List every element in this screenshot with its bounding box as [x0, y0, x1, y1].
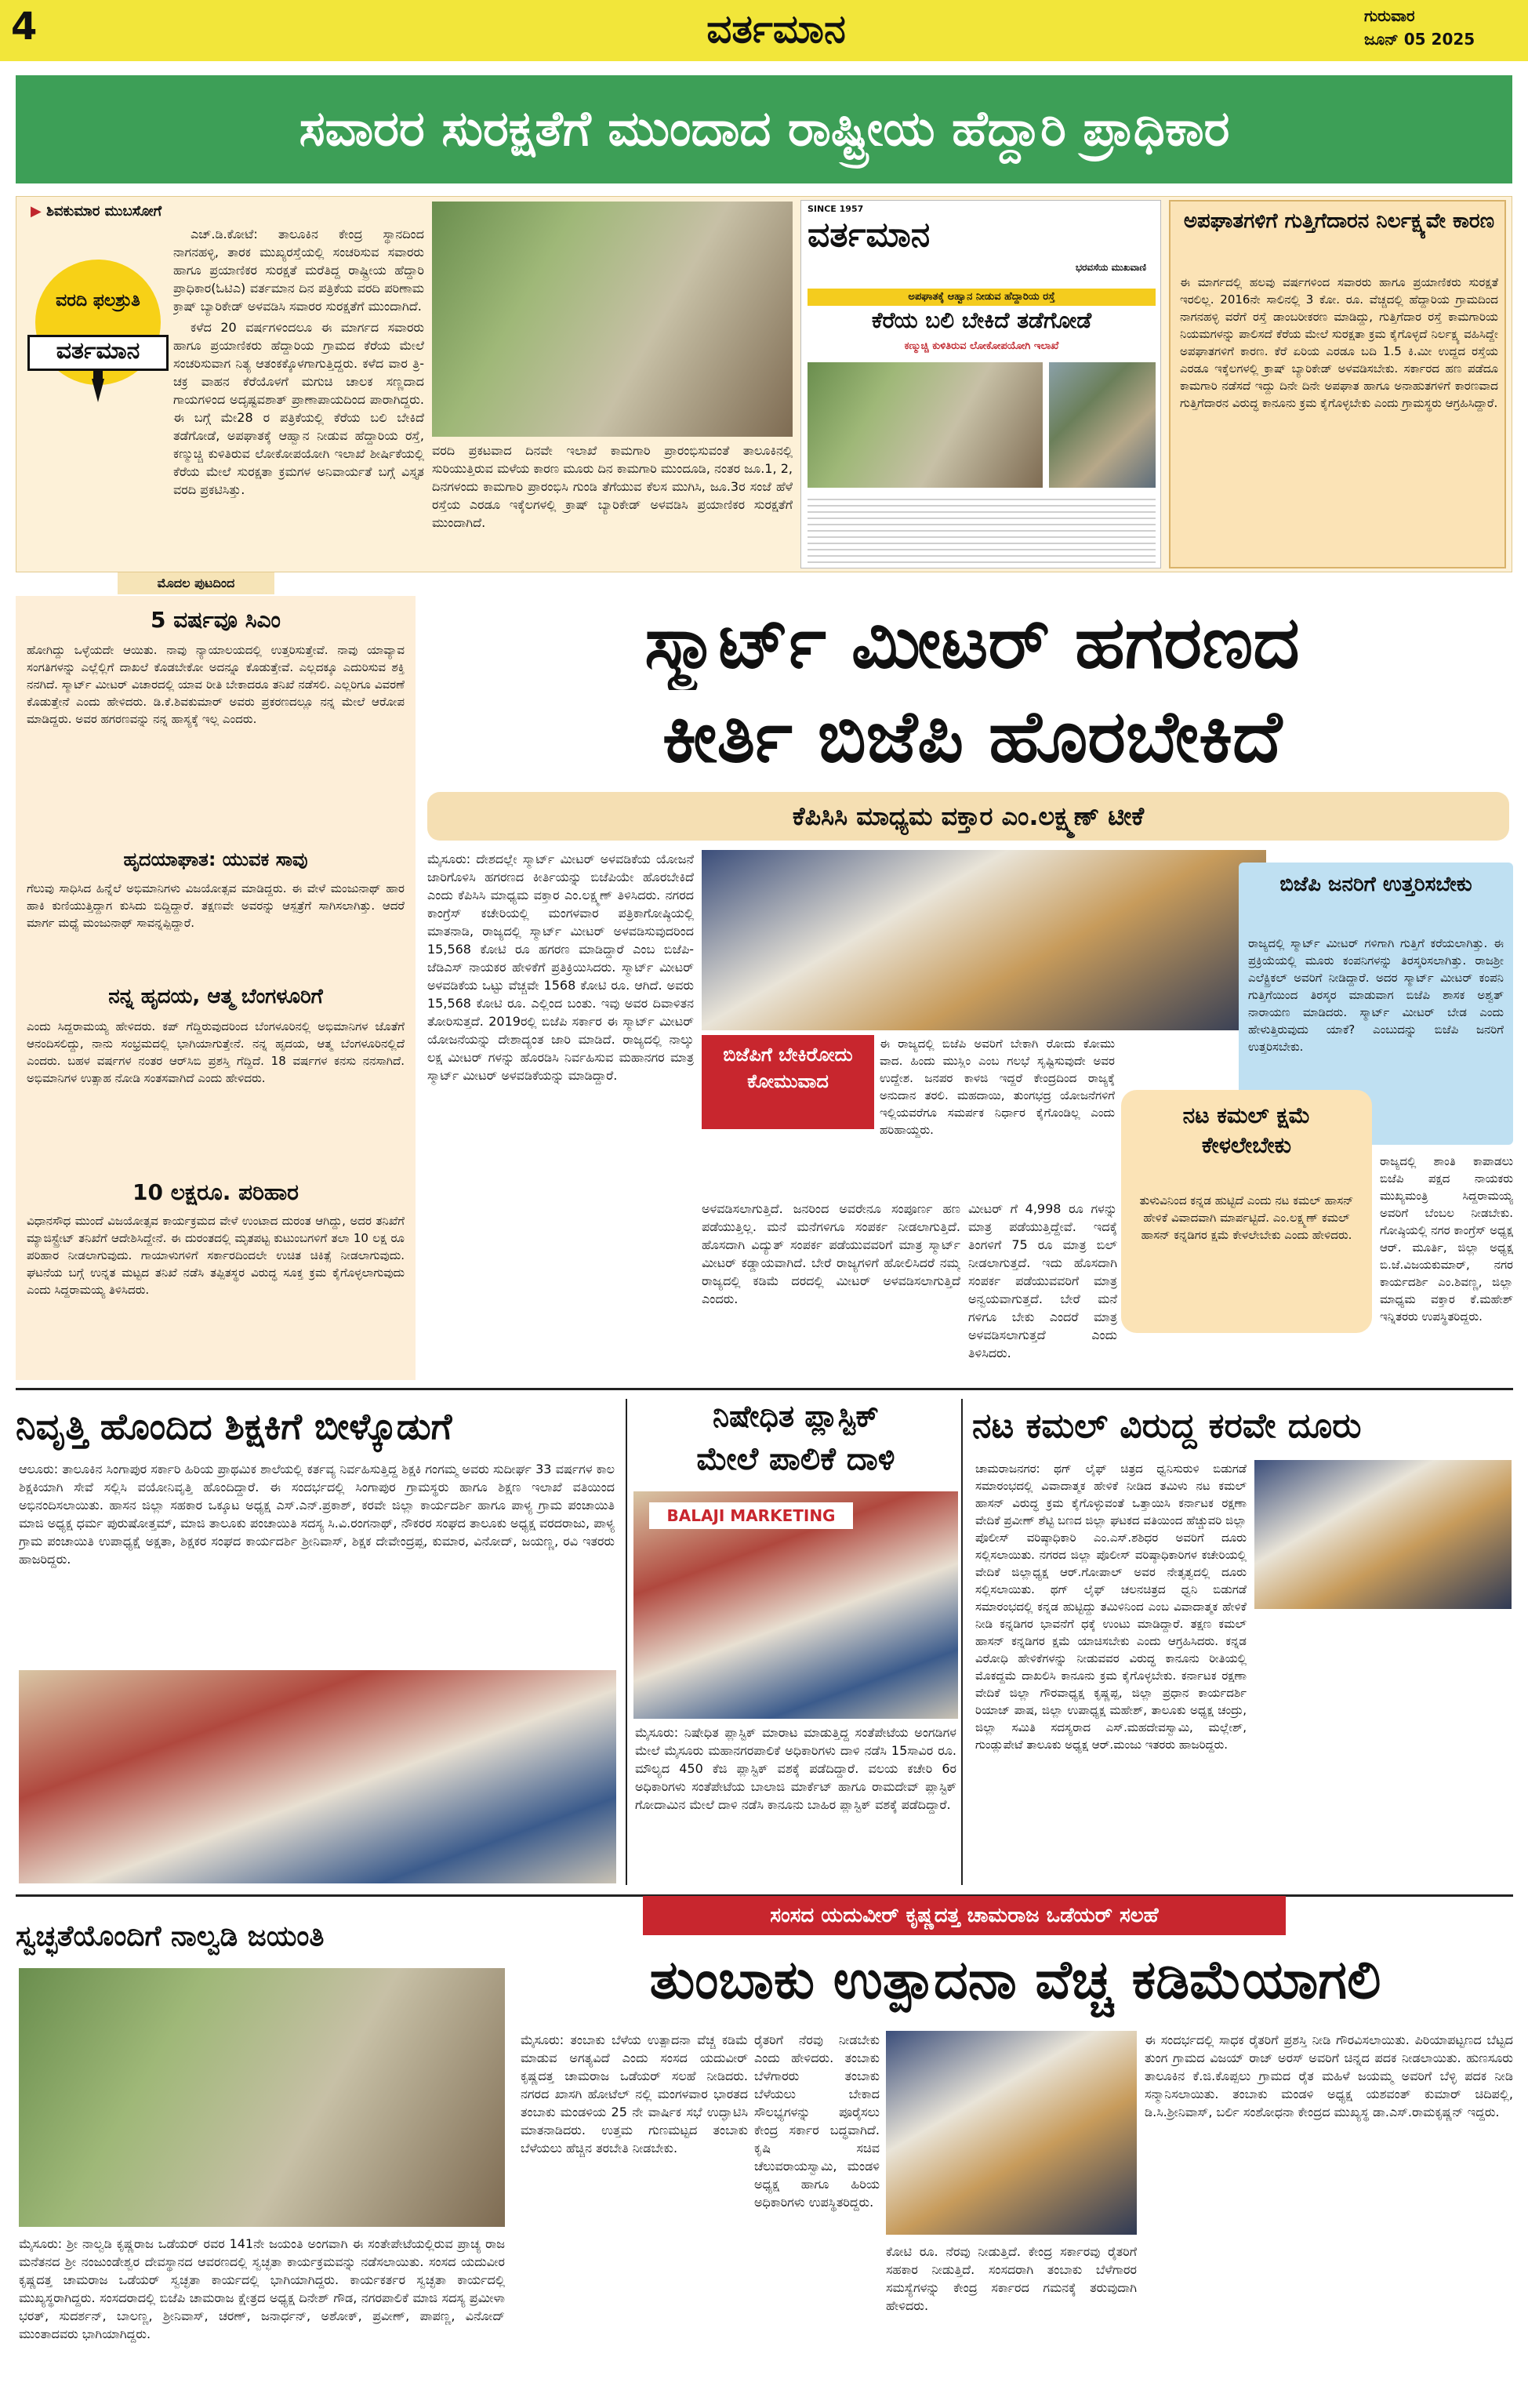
- smart-meter-body-right: ಮೀಟರ್ ಗೆ 4,998 ರೂ ಗಳನ್ನು ಮಾತ್ರ ಪಡೆಯುತ್ತಿದ್ದೇವೆ. ಇದಕ್ಕೆ ತಿಂಗಳಿಗೆ 75 ರೂ ಮಾತ್ರ ಬಿಲ್ ನೀಡಲಾಗುತ್ತದೆ. ಇದು ಹೊಸದಾಗಿ ಸಂಪರ್ಕ ಪಡೆಯುವವರಿಗೆ ಮಾತ್ರ ಅನ್ವಯವಾಗುತ್ತದೆ. ಬೇರೆ ಮನೆ ಗಳಿಗೂ ಬೇಕು ಎಂದರೆ ಮಾತ್ರ ಅಳವಡಿಸಲಾಗುತ್ತದೆ ಎಂದು ತಿಳಿಸಿದರು.: [968, 1201, 1117, 1360]
- clip-text-lines: [808, 494, 1156, 565]
- clip-headline: ಕೆರೆಯ ಬಲಿ ಬೇಕಿದೆ ತಡೆಗೋಡೆ: [871, 307, 1092, 333]
- smart-meter-right-col: ರಾಜ್ಯದಲ್ಲಿ ಶಾಂತಿ ಕಾಪಾಡಲು ಬಿಜೆಪಿ ಪಕ್ಷದ ನಾಯಕರು ಮುಖ್ಯಮಂತ್ರಿ ಸಿದ್ದರಾಮಯ್ಯ ಅವರಿಗೆ ಬೆಂಬಲ ನೀಡಬೇಕು. ಗೋಷ್ಠಿಯಲ್ಲಿ ನಗರ ಕಾಂಗ್ರೆಸ್ ಅಧ್ಯಕ್ಷ ಆರ್. ಮೂರ್ತಿ, ಜಿಲ್ಲಾ ಅಧ್ಯಕ್ಷ ಬಿ.ಜೆ.ವಿಜಯಕುಮಾರ್, ನಗರ ಕಾರ್ಯದರ್ಶಿ ಎಂ.ಶಿವಣ್ಣ, ಜಿಲ್ಲಾ ಮಾಧ್ಯಮ ವಕ್ತಾರ ಕೆ.ಮಹೇಶ್ ಇನ್ನಿತರರು ಉಪಸ್ಥಿತರಿದ್ದರು.: [1380, 1154, 1513, 1324]
- continued-h1: 5 ವರ್ಷವೂ ಸಿಎಂ: [151, 607, 281, 633]
- tobacco-body-a: ಮೈಸೂರು: ತಂಬಾಕು ಬೆಳೆಯ ಉತ್ಪಾದನಾ ವೆಚ್ಚ ಕಡಿಮೆ ಮಾಡುವ ಅಗತ್ಯವಿದೆ ಎಂದು ಸಂಸದ ಯದುವೀರ್ ಕೃಷ್ಣದತ್ತ ಚಾಮರಾಜ ಒಡೆಯರ್ ಸಲಹೆ ನೀಡಿದರು. ನಗರದ ಖಾಸಗಿ ಹೋಟೆಲ್ ನಲ್ಲಿ ಮಂಗಳವಾರ ಭಾರತದ ತಂಬಾಕು ಮಂಡಳಿಯ 25 ನೇ ವಾರ್ಷಿಕ ಸಭೆ ಉದ್ಘಾಟಿಸಿ ಮಾತನಾಡಿದರು. ಉತ್ತಮ ಗುಣಮಟ್ಟದ ತಂಬಾಕು ಬೆಳೆಯಲು ಹೆಚ್ಚಿನ ತರಬೇತಿ ನೀಡಬೇಕು.: [521, 2032, 748, 2156]
- clip-photo-portrait: [1049, 362, 1156, 488]
- byline-text: ಶಿವಕುಮಾರ ಮುಬಸೋಗೆ: [46, 203, 162, 220]
- pen-icon: [90, 371, 106, 402]
- press-meet-photo: [702, 850, 1266, 1030]
- clip-since: SINCE 1957: [808, 204, 864, 214]
- nata-box-text: ತುಳುವಿನಿಂದ ಕನ್ನಡ ಹುಟ್ಟಿದೆ ಎಂದು ನಟ ಕಮಲ್ ಹಾಸನ್ ಹೇಳಿಕೆ ವಿವಾದವಾಗಿ ಮಾರ್ಪಟ್ಟಿದೆ. ಎಂ.ಲಕ್ಷ್ಮಣ್ ಕಮಲ್ ಹಾಸನ್ ಕನ್ನಡಿಗರ ಕ್ಷಮೆ ಕೇಳಲೇಬೇಕು ಎಂದು ಹೇಳಿದರು.: [1139, 1193, 1354, 1242]
- masthead-date: ಜೂನ್ 05 2025: [1364, 30, 1475, 49]
- teacher-photo: [19, 1670, 616, 1883]
- tobacco-headline: ತುಂಬಾಕು ಉತ್ಪಾದನಾ ವೆಚ್ಚ ಕಡಿಮೆಯಾಗಲಿ: [649, 1949, 1381, 2011]
- shop-sign: BALAJI MARKETING: [649, 1502, 853, 1529]
- continued-p2: ಗೆಲುವು ಸಾಧಿಸಿದ ಹಿನ್ನೆಲೆ ಅಭಿಮಾನಿಗಳು ವಿಜಯೋತ್ಸವ ಮಾಡಿದ್ದರು. ಈ ವೇಳೆ ಮಂಜುನಾಥ್ ಹಾರ ಹಾಕಿ ಕುಣಿಯುತ್ತಿದ್ದಾಗ ಕುಸಿದು ಬಿದ್ದಿದ್ದಾರೆ. ತಕ್ಷಣವೇ ಅವರನ್ನು ಆಸ್ಪತ್ರೆಗೆ ಸಾಗಿಸಲಾಗಿತ್ತು. ಆದರೆ ಮಾರ್ಗ ಮಧ್ಯೆ ಮಂಜುನಾಥ್ ಸಾವನ್ನಪ್ಪಿದ್ದಾರೆ.: [27, 881, 405, 930]
- impact-logo: [27, 260, 169, 416]
- smart-meter-headline-2: ಕೀರ್ತಿ ಬಿಜೆಪಿ ಹೊರಬೇಕಿದೆ: [662, 695, 1283, 779]
- masthead-bar: [0, 0, 1528, 61]
- impact-middle-text: ವರದಿ ಪ್ರಕಟವಾದ ದಿನವೇ ಇಲಾಖೆ ಕಾಮಗಾರಿ ಪ್ರಾರಂಭಿಸುವಂತೆ ತಾಲೂಕಿನಲ್ಲಿ ಸುರಿಯುತ್ತಿರುವ ಮಳೆಯ ಕಾರಣ ಮೂರು ದಿನ ಕಾಮಗಾರಿ ಮುಂದೂಡಿ, ನಂತರ ಜೂ.1, 2, ದಿನಗಳಂದು ಕಾಮಗಾರಿ ಪ್ರಾರಂಭಿಸಿ ಗುಂಡಿ ತೆಗೆಯುವ ಕೆಲಸ ಮುಗಿಸಿ, ಜೂ.3ರ ಸಂಜೆ ಹೆಳೆ ರಸ್ತೆಯ ಎರಡೂ ಇಕ್ಕೆಲಗಳಲ್ಲಿ ಕ್ರಾಷ್ ಬ್ಯಾರಿಕೇಡ್ ಅಳವಡಿಸಿ ಪ್ರಯಾಣಿಕರ ಸುರಕ್ಷತೆಗೆ ಮುಂದಾಗಿದೆ.: [432, 443, 793, 530]
- plastic-photo: [633, 1491, 958, 1719]
- impact-story: [16, 196, 1512, 572]
- tobacco-photo: [886, 2031, 1137, 2235]
- continued-h4: 10 ಲಕ್ಷರೂ. ಪರಿಹಾರ: [132, 1179, 299, 1205]
- tobacco-kicker: ಸಂಸದ ಯದುವೀರ್ ಕೃಷ್ಣದತ್ತ ಚಾಮರಾಜ ಒಡೆಯರ್ ಸಲಹೆ: [643, 1896, 1286, 1935]
- impact-body: [173, 225, 424, 567]
- kamal-photo: [1254, 1460, 1512, 1609]
- side-box: [1169, 200, 1506, 568]
- continued-column: [16, 596, 416, 1380]
- masthead-day: ಗುರುವಾರ: [1364, 6, 1415, 25]
- previous-clipping: [800, 200, 1161, 568]
- plastic-headline-1: ನಿಷೇಧಿತ ಪ್ಲಾಸ್ಟಿಕ್: [713, 1399, 879, 1433]
- continued-h3: ನನ್ನ ಹೃದಯ, ಆತ್ಮ ಬೆಂಗಳೂರಿಗೆ: [108, 985, 323, 1008]
- logo-top-text: ವರದಿ ಫಲಶ್ರುತಿ: [56, 291, 140, 311]
- page-number: 4: [11, 5, 38, 49]
- blue-box-text: ರಾಜ್ಯದಲ್ಲಿ ಸ್ಮಾರ್ಟ್ ಮೀಟರ್ ಗಳಿಗಾಗಿ ಗುತ್ತಿಗೆ ಕರೆಯಲಾಗಿತ್ತು. ಈ ಪ್ರಕ್ರಿಯೆಯಲ್ಲಿ ಮೂರು ಕಂಪನಿಗಳನ್ನು ತಿರಸ್ಕರಿಸಲಾಗಿತ್ತು. ರಾಜಶ್ರೀ ಎಲೆಕ್ಟ್ರಿಕಲ್ ಅವರಿಗೆ ನೀಡಿದ್ದಾರೆ. ಅದರ ಸ್ಮಾರ್ಟ್ ಮೀಟರ್ ಕಂಪನಿ ಗುತ್ತಿಗೆಯಿಂದ ತಿರಸ್ಕರ ಮಾಡುವಾಗ ಬಿಜೆಪಿ ಶಾಸಕ ಅಶ್ವತ್ ನಾರಾಯಣ ಮಾಡಿದರು. ಸ್ಮಾರ್ಟ್ ಮೀಟರ್ ಬೇಡ ಎಂದು ಹೇಳುತ್ತಿರುವುದು ಯಾಕೆ? ಎಂಬುದನ್ನು ಬಿಜೆಪಿ ಜನರಿಗೆ ಉತ್ತರಿಸಬೇಕು.: [1248, 936, 1504, 1054]
- side-box-title: ಅಪಘಾತಗಳಿಗೆ ಗುತ್ತಿಗೆದಾರನ ನಿರ್ಲಕ್ಷ್ಯವೇ ಕಾರಣ: [1183, 209, 1495, 233]
- plastic-body: ಮೈಸೂರು: ನಿಷೇಧಿತ ಪ್ಲಾಸ್ಟಿಕ್ ಮಾರಾಟ ಮಾಡುತ್ತಿದ್ದ ಸಂತೆಪೇಟೆಯ ಅಂಗಡಿಗಳ ಮೇಲೆ ಮೈಸೂರು ಮಹಾನಗರಪಾಲಿಕೆ ಅಧಿಕಾರಿಗಳು ದಾಳಿ ನಡೆಸಿ 15ಸಾವಿರ ರೂ. ಮೌಲ್ಯದ 450 ಕೆಜಿ ಪ್ಲಾಸ್ಟಿಕ್ ವಶಕ್ಕೆ ಪಡೆದಿದ್ದಾರೆ. ವಲಯ ಕಚೇರಿ 6ರ ಅಧಿಕಾರಿಗಳು ಸಂತೆಪೇಟೆಯ ಬಾಲಾಜಿ ಮಾರ್ಕೆಟ್ ಹಾಗೂ ರಾಮದೇವ್ ಪ್ಲಾಸ್ಟಿಕ್ ಗೋದಾಮಿನ ಮೇಲೆ ದಾಳಿ ನಡೆಸಿ ಕಾನೂನು ಬಾಹಿರ ಪ್ಲಾಸ್ಟಿಕ್ ವಶಕ್ಕೆ ಪಡೆದಿದ್ದಾರೆ.: [635, 1725, 956, 1812]
- continued-kicker: ಮೊದಲ ಪುಟದಿಂದ: [118, 572, 274, 594]
- continued-p3: ಎಂದು ಸಿದ್ದರಾಮಯ್ಯ ಹೇಳಿದರು. ಕಪ್ ಗೆದ್ದಿರುವುದರಿಂದ ಬೆಂಗಳೂರಿನಲ್ಲಿ ಅಭಿಮಾನಿಗಳ ಜೊತೆಗೆ ಆನಂದಿಸಲಿದ್ದು, ನಾನು ಸಂಭ್ರಮದಲ್ಲಿ ಭಾಗಿಯಾಗುತ್ತೇನೆ. ನನ್ನ ಹೃದಯ, ಆತ್ಮ ಬೆಂಗಳೂರಿನಲ್ಲಿದೆ ಎಂದರು. ಬಹಳ ವರ್ಷಗಳ ನಂತರ ಆರ್‌ಸಿಬಿ ಪ್ರಶಸ್ತಿ ಗೆದ್ದಿದೆ. 18 ವರ್ಷಗಳ ಕನಸು ನನಸಾಗಿದೆ. ಅಭಿಮಾನಿಗಳ ಉತ್ಸಾಹ ನೋಡಿ ಸಂತಸವಾಗಿದೆ ಎಂದು ಹೇಳಿದರು.: [27, 1019, 405, 1085]
- red-box: [702, 1035, 874, 1129]
- teacher-body: ಆಲೂರು: ತಾಲೂಕಿನ ಸಿಂಗಾಪುರ ಸರ್ಕಾರಿ ಹಿರಿಯ ಪ್ರಾಥಮಿಕ ಶಾಲೆಯಲ್ಲಿ ಕರ್ತವ್ಯ ನಿರ್ವಹಿಸುತ್ತಿದ್ದ ಶಿಕ್ಷಕಿ ಗಂಗಮ್ಮ ಅವರು ಸುದೀರ್ಘ 33 ವರ್ಷಗಳ ಕಾಲ ಶಿಕ್ಷಕಿಯಾಗಿ ಸೇವೆ ಸಲ್ಲಿಸಿ ವಯೋನಿವೃತ್ತಿ ಹೊಂದಿದ್ದಾರೆ. ಈ ಸಂದರ್ಭದಲ್ಲಿ ಸಿಂಗಾಪುರ ಗ್ರಾಮಸ್ಥರು ಹಾಗೂ ಶಿಕ್ಷಣ ಇಲಾಖೆ ವತಿಯಿಂದ ಅಭಿನಂದಿಸಲಾಯಿತು. ಹಾಸನ ಜಿಲ್ಲಾ ಸಹಕಾರ ಒಕ್ಕೂಟ ಅಧ್ಯಕ್ಷ ಎಸ್.ಎನ್.ಪ್ರಕಾಶ್, ಕರವೇ ಜಿಲ್ಲಾ ಕಾರ್ಯದರ್ಶಿ ಹಾಗೂ ಪಾಳ್ಯ ಗ್ರಾಮ ಪಂಚಾಯಿತಿ ಮಾಜಿ ಅಧ್ಯಕ್ಷ ಧರ್ಮ ಪುರುಷೋತ್ತಮ್, ಮಾಜಿ ತಾಲೂಕು ಪಂಚಾಯಿತಿ ಸದಸ್ಯ ಸಿ.ವಿ.ರಂಗನಾಥ್, ನೌಕರರ ಸಂಘದ ತಾಲೂಕು ಅಧ್ಯಕ್ಷ ವರದರಾಜು, ಪಾಳ್ಯ ಗ್ರಾಮ ಪಂಚಾಯಿತಿ ಉಪಾಧ್ಯಕ್ಷೆ ಅಕ್ಷತಾ, ಶಿಕ್ಷಕರ ಸಂಘದ ಕಾರ್ಯದರ್ಶಿ ಶ್ರೀನಿವಾಸ್, ಶಿಕ್ಷಕ ದೇವೇಂದ್ರಪ್ಪ, ಕುಮಾರ, ವಿನೋದ್, ಜಯಣ್ಣ, ರವಿ ಇತರರು ಹಾಜರಿದ್ದರು.: [19, 1462, 615, 1567]
- impact-para-1: ಎಚ್.ಡಿ.ಕೋಟೆ: ತಾಲೂಕಿನ ಕೇಂದ್ರ ಸ್ಥಾನದಿಂದ ನಾಗನಹಳ್ಳಿ, ತಾರಕ ಮುಖ್ಯರಸ್ತೆಯಲ್ಲಿ ಸಂಚರಿಸುವ ಸವಾರರು ಹಾಗೂ ಪ್ರಯಾಣಿಕರ ಸುರಕ್ಷತೆ ಮರೆತಿದ್ದ ರಾಷ್ಟ್ರೀಯ ಹೆದ್ದಾರಿ ಪ್ರಾಧಿಕಾರ(ಓಟಿಎ) ವರ್ತಮಾನ ದಿನ ಪತ್ರಿಕೆಯ ವರದಿ ಪರಿಣಾಮ ಕ್ರಾಷ್ ಬ್ಯಾರಿಕೇಡ್ ಅಳವಡಿಸಿ ಸವಾರರ ಸುರಕ್ಷತೆಗೆ ಮುಂದಾಗಿದೆ.: [173, 227, 424, 314]
- cleanliness-headline: ಸ್ವಚ್ಛತೆಯೊಂದಿಗೆ ನಾಲ್ವಡಿ ಜಯಂತಿ: [16, 1920, 325, 1952]
- cleanliness-body: ಮೈಸೂರು: ಶ್ರೀ ನಾಲ್ವಡಿ ಕೃಷ್ಣರಾಜ ಒಡೆಯರ್ ರವರ 141ನೇ ಜಯಂತಿ ಅಂಗವಾಗಿ ಈ ಸಂತೇಪೇಟೆಯಲ್ಲಿರುವ ಪ್ರಾಚ್ಯ ರಾಜ ಮನೆತನದ ಶ್ರೀ ನಂಜುಂಡೇಶ್ವರ ದೇವಸ್ಥಾನದ ಆವರಣದಲ್ಲಿ ಸ್ವಚ್ಛತಾ ಕಾರ್ಯಕ್ರಮವನ್ನು ನಡೆಸಲಾಯಿತು. ಸಂಸದ ಯದುವೀರ ಕೃಷ್ಣದತ್ತ ಚಾಮರಾಜ ಒಡೆಯರ್ ಸ್ವಚ್ಛತಾ ಕಾರ್ಯದಲ್ಲಿ ಭಾಗಿಯಾಗಿದ್ದರು. ಕಾರ್ಯಕರ್ತರ ಸ್ವಚ್ಛತಾ ಕಾರ್ಯದಲ್ಲಿ ಮುಖ್ಯಸ್ಥರಾಗಿದ್ದರು. ಸಂಸದರಾದಲ್ಲಿ ಬಿಜೆಪಿ ಚಾಮರಾಜ ಕ್ಷೇತ್ರದ ಅಧ್ಯಕ್ಷ ದಿನೇಶ್ ಗೌಡ, ನಗರಪಾಲಿಕೆ ಮಾಜಿ ಸದಸ್ಯ ಪ್ರಮೀಳಾ ಭರತ್, ಸುದರ್ಶನ್, ಬಾಲಣ್ಣ, ಶ್ರೀನಿವಾಸ್, ಚರಣ್, ಜನಾರ್ಧನ್, ಅಶೋಕ್, ಪ್ರವೀಣ್, ಪಾಪಣ್ಣ, ವಿನೋದ್ ಮುಂತಾದವರು ಭಾಗಿಯಾಗಿದ್ದರು.: [19, 2236, 505, 2341]
- teacher-headline: ನಿವೃತ್ತಿ ಹೊಂದಿದ ಶಿಕ್ಷಕಿಗೆ ಬೀಳ್ಕೊಡುಗೆ: [16, 1405, 452, 1447]
- impact-para-2: ಕಳೆದ 20 ವರ್ಷಗಳಿಂದಲೂ ಈ ಮಾರ್ಗದ ಸವಾರರು ಹಾಗೂ ಪ್ರಯಾಣಿಕರು ಹೆದ್ದಾರಿಯ ಗ್ರಾಮದ ಕೆರೆಯ ಮೇಲೆ ಸಂಚರಿಸುವಾಗ ನಿತ್ಯ ಆತಂಕಕ್ಕೊಳಗಾಗುತ್ತಿದ್ದರು. ಕಳೆದ ವಾರ ತ್ರಿ-ಚಕ್ರ ವಾಹನ ಕೆರೆಯೊಳಗೆ ಮಗುಚಿ ಚಾಲಕ ಸಣ್ಣದಾದ ಗಾಯಗಳಿಂದ ಅದೃಷ್ಟವಶಾತ್ ಪ್ರಾಣಾಪಾಯದಿಂದ ಪಾರಾಗಿದ್ದರು. ಈ ಬಗ್ಗೆ ಮೇ28 ರ ಪತ್ರಿಕೆಯಲ್ಲಿ ಕೆರೆಯ ಬಲಿ ಬೇಕಿದೆ ತಡೆಗೋಡೆ, ಅಪಘಾತಕ್ಕೆ ಆಹ್ವಾನ ನೀಡುವ ಹೆದ್ದಾರಿಯ ರಸ್ತೆ, ಕಣ್ಮುಚ್ಚಿ ಕುಳಿತಿರುವ ಲೋಕೋಪಯೋಗಿ ಇಲಾಖೆ ಶೀರ್ಷಿಕೆಯಲ್ಲಿ ಕೆರೆಯ ಮೇಲೆ ಸುರಕ್ಷತಾ ಕ್ರಮಗಳ ಅನಿವಾರ್ಯತೆ ಬಗ್ಗೆ ವಿಸ್ತೃತ ವರದಿ ಪ್ರಕಟಿಸಿತ್ತು.: [173, 320, 424, 497]
- main-headline: ಸವಾರರ ಸುರಕ್ಷತೆಗೆ ಮುಂದಾದ ರಾಷ್ಟ್ರೀಯ ಹೆದ್ದಾರಿ ಪ್ರಾಧಿಕಾರ: [299, 100, 1230, 157]
- clip-sub: ಕಣ್ಮುಚ್ಚಿ ಕುಳಿತಿರುವ ಲೋಕೋಪಯೋಗಿ ಇಲಾಖೆ: [904, 340, 1059, 352]
- smart-meter-headline-1: ಸ್ಮಾರ್ಟ್ ಮೀಟರ್ ಹಗರಣದ: [644, 601, 1300, 685]
- tobacco-body-d: ಈ ಸಂದರ್ಭದಲ್ಲಿ ಸಾಧಕ ರೈತರಿಗೆ ಪ್ರಶಸ್ತಿ ನೀಡಿ ಗೌರವಿಸಲಾಯಿತು. ಪಿರಿಯಾಪಟ್ಟಣದ ಬೆಟ್ಟದ ತುಂಗ ಗ್ರಾಮದ ವಿಜಯ್ ರಾಜ್ ಅರಸ್ ಅವರಿಗೆ ಚಿನ್ನದ ಪದಕ ನೀಡಲಾಯಿತು. ಹುಣಸೂರು ತಾಲೂಕಿನ ಕೆ.ಜಿ.ಕೊಪ್ಪಲು ಗ್ರಾಮದ ರೈತ ಮಹಿಳೆ ಜಯಮ್ಮ ಅವರಿಗೆ ಬೆಳ್ಳಿ ಪದಕ ನೀಡಿ ಸನ್ಮಾನಿಸಲಾಯಿತು. ತಂಬಾಕು ಮಂಡಳಿ ಅಧ್ಯಕ್ಷ ಯಶವಂತ್ ಕುಮಾರ್ ಚಿದಿಪಲ್ಲಿ, ಡಿ.ಸಿ.ಶ್ರೀನಿವಾಸ್, ಬರ್ಲಿ ಸಂಶೋಧನಾ ಕೇಂದ್ರದ ಮುಖ್ಯಸ್ಥ ಡಾ.ಎಸ್.ರಾಮಕೃಷ್ಣನ್ ಇದ್ದರು.: [1145, 2032, 1513, 2119]
- tobacco-body-c: ಕೋಟಿ ರೂ. ನೆರವು ನೀಡುತ್ತಿದೆ. ಕೇಂದ್ರ ಸರ್ಕಾರವು ರೈತರಿಗೆ ಸಹಕಾರ ನೀಡುತ್ತಿದೆ. ಸಂಸದರಾಗಿ ತಂಬಾಕು ಬೆಳೆಗಾರರ ಸಮಸ್ಯೆಗಳನ್ನು ಕೇಂದ್ರ ಸರ್ಕಾರದ ಗಮನಕ್ಕೆ ತರುವುದಾಗಿ ಹೇಳಿದರು.: [886, 2244, 1137, 2313]
- kamal-headline: ನಟ ಕಮಲ್ ವಿರುದ್ದ ಕರವೇ ದೂರು: [972, 1406, 1362, 1446]
- plastic-column: [626, 1399, 963, 1885]
- blue-box-title: ಬಿಜೆಪಿ ಜನರಿಗೆ ಉತ್ತರಿಸಬೇಕು: [1279, 873, 1472, 896]
- continued-p4: ವಿಧಾನಸೌಧ ಮುಂದೆ ವಿಜಯೋತ್ಸವ ಕಾರ್ಯಕ್ರಮದ ವೇಳೆ ಉಂಟಾದ ದುರಂತ ಆಗಿದ್ದು, ಅದರ ತನಿಖೆಗೆ ಮ್ಯಾಜಿಸ್ಟ್ರೇಟ್ ತನಿಖೆಗೆ ಆದೇಶಿಸಿದ್ದೇನೆ. ಈ ದುರಂತದಲ್ಲಿ ಮೃತಪಟ್ಟ ಕುಟುಂಬಗಳಿಗೆ ತಲಾ 10 ಲಕ್ಷ ರೂ ಪರಿಹಾರ ನೀಡಲಾಗುವುದು. ಗಾಯಾಳುಗಳಿಗೆ ಸರ್ಕಾರದಿಂದಲೇ ಉಚಿತ ಚಿಕಿತ್ಸೆ ನೀಡಲಾಗುವುದು. ಘಟನೆಯ ಬಗ್ಗೆ ಉನ್ನತ ಮಟ್ಟದ ತನಿಖೆ ನಡೆಸಿ ತಪ್ಪಿತಸ್ಥರ ವಿರುದ್ಧ ಸೂಕ್ತ ಕ್ರಮ ಕೈಗೊಳ್ಳಲಾಗುವುದು ಎಂದು ಸಿದ್ದರಾಮಯ್ಯ ತಿಳಿಸಿದರು.: [27, 1214, 405, 1297]
- masthead-title: ವರ್ತಮಾನ: [706, 6, 846, 52]
- nata-box: [1121, 1090, 1372, 1333]
- smart-meter-subhead: ಕೆಪಿಸಿಸಿ ಮಾಧ್ಯಮ ವಕ್ತಾರ ಎಂ.ಲಕ್ಷ್ಮಣ್ ಟೀಕೆ: [427, 792, 1509, 841]
- clip-tagline: ಭರವಸೆಯ ಮುಖವಾಣಿ: [1075, 262, 1146, 273]
- byline: [31, 203, 438, 225]
- side-box-body: ಈ ಮಾರ್ಗದಲ್ಲಿ ಹಲವು ವರ್ಷಗಳಿಂದ ಸವಾರರು ಹಾಗೂ ಪ್ರಯಾಣಿಕರು ಸುರಕ್ಷತೆ ಇರಲಿಲ್ಲ. 2016ನೇ ಸಾಲಿನಲ್ಲಿ 3 ಕೋ. ರೂ. ವೆಚ್ಚದಲ್ಲಿ ಹೆದ್ದಾರಿಯ ಗ್ರಾಮದಿಂದ ನಾಗನಹಳ್ಳಿ ವರೆಗೆ ರಸ್ತೆ ಡಾಂಬರೀಕರಣ ಮಾಡಿದ್ದು, ಗುತ್ತಿಗೆದಾರ ರಸ್ತೆ ಕಾಮಗಾರಿಯ ನಿಯಮಗಳನ್ನು ಪಾಲಿಸದೆ ಕೆರೆಯ ಮೇಲೆ ಸುರಕ್ಷತಾ ಕ್ರಮ ಕೈಗೊಳ್ಳದೆ ನಿರ್ಲಕ್ಷ್ಯ ವಹಿಸಿದ್ದೇ ಅಪಘಾತಗಳಿಗೆ ಕಾರಣ. ಕೆರೆ ಏರಿಯ ಎರಡೂ ಬದಿ 1.5 ಕಿ.ಮೀ ಉದ್ದದ ರಸ್ತೆಯ ಎರಡೂ ಇಕ್ಕೆಲಗಳಲ್ಲಿ ಕ್ರಾಷ್ ಬ್ಯಾರಿಕೇಡ್ ಅಳವಡಿಸಬೇಕು. ಸರ್ಕಾರದ ಹಣ ಪಡೆದೂ ಕಾಮಗಾರಿ ನಡೆಸದೆ ಇದ್ದು ದಿನೇ ದಿನೇ ಅಪಘಾತ ಹಾಗೂ ಅನಾಹುತಗಳಿಗೆ ಕಾರಣವಾದ ಗುತ್ತಿಗೆದಾರನ ವಿರುದ್ಧ ಕಾನೂನು ಕ್ರಮ ಕೈಗೊಳ್ಳಬೇಕು ಎಂದು ಗ್ರಾಮಸ್ಥರು ಆಗ್ರಹಿಸಿದ್ದಾರೆ.: [1180, 275, 1498, 410]
- clip-kicker: ಅಪಘಾತಕ್ಕೆ ಆಹ್ವಾನ ನೀಡುವ ಹೆದ್ದಾರಿಯ ರಸ್ತೆ: [808, 289, 1156, 306]
- plastic-headline-2: ಮೇಲೆ ಪಾಲಿಕೆ ದಾಳಿ: [696, 1441, 895, 1477]
- smart-meter-body-mid: ಅಳವಡಿಸಲಾಗುತ್ತಿದೆ. ಜನರಿಂದ ಅವರೇನೂ ಸಂಪೂರ್ಣ ಹಣ ಪಡೆಯುತ್ತಿಲ್ಲ. ಮನೆ ಮನೆಗಳಿಗೂ ಸಂಪರ್ಕ ನೀಡಲಾಗುತ್ತಿದೆ. ಹೊಸದಾಗಿ ವಿದ್ಯುತ್ ಸಂಪರ್ಕ ಪಡೆಯುವವರಿಗೆ ಮಾತ್ರ ಸ್ಮಾರ್ಟ್ ಮೀಟರ್ ಕಡ್ಡಾಯವಾಗಿದೆ. ಬೇರೆ ರಾಜ್ಯಗಳಿಗೆ ಹೋಲಿಸಿದರೆ ನಮ್ಮ ರಾಜ್ಯದಲ್ಲಿ ಕಡಿಮೆ ದರದಲ್ಲಿ ಮೀಟರ್ ಅಳವಡಿಸಲಾಗುತ್ತಿದೆ ಎಂದರು.: [702, 1201, 960, 1306]
- clip-photo: [808, 362, 1043, 488]
- section-divider: [16, 1388, 1513, 1390]
- smart-meter-body-left: ಮೈಸೂರು: ದೇಶದಲ್ಲೇ ಸ್ಮಾರ್ಟ್ ಮೀಟರ್ ಅಳವಡಿಕೆಯ ಯೋಜನೆ ಜಾರಿಗೊಳಿಸಿ ಹಗರಣದ ಕೀರ್ತಿಯನ್ನು ಬಿಜೆಪಿಯೇ ಹೊರಬೇಕಿದೆ ಎಂದು ಕೆಪಿಸಿಸಿ ಮಾಧ್ಯಮ ವಕ್ತಾರ ಎಂ.ಲಕ್ಷ್ಮಣ್ ತಿಳಿಸಿದರು. ನಗರದ ಕಾಂಗ್ರೆಸ್ ಕಚೇರಿಯಲ್ಲಿ ಮಂಗಳವಾರ ಪತ್ರಿಕಾಗೋಷ್ಠಿಯಲ್ಲಿ ಮಾತನಾಡಿ, ರಾಜ್ಯದಲ್ಲಿ ಸ್ಮಾರ್ಟ್ ಮೀಟರ್ ಅಳವಡಿಸುವುದರಿಂದ 15,568 ಕೋಟಿ ರೂ ಹಗರಣ ಮಾಡಿದ್ದಾರೆ ಎಂಬ ಬಿಜೆಪಿ-ಜೆಡಿಎಸ್ ನಾಯಕರ ಹೇಳಿಕೆಗೆ ಪ್ರತಿಕ್ರಿಯಿಸಿದರು. ಸ್ಮಾರ್ಟ್ ಮೀಟರ್ ಅಳವಡಿಕೆಯ ಒಟ್ಟು ವೆಚ್ಚವೇ 1568 ಕೋಟಿ ರೂ. ಆಗಿದೆ. ಅವರು 15,568 ಕೋಟಿ ರೂ. ಎಲ್ಲಿಂದ ಬಂತು. ಇವು ಅವರ ದಿವಾಳಿತನ ತೋರಿಸುತ್ತದೆ. 2019ರಲ್ಲಿ ಬಿಜೆಪಿ ಸರ್ಕಾರ ಈ ಸ್ಮಾರ್ಟ್ ಮೀಟರ್ ಯೋಜನೆಯನ್ನು ದೇಶಾದ್ಯಂತ ಜಾರಿ ಮಾಡಿದೆ. ರಾಜ್ಯದಲ್ಲಿ ನಾಲ್ಕು ಲಕ್ಷ ಮೀಟರ್ ಗಳನ್ನು ಹೊರಡಿಸಿ ನಿರ್ವಹಿಸುವ ಮಹಾನಗರ ಮಾತ್ರ ಸ್ಮಾರ್ಟ್ ಮೀಟರ್ ಅಳವಡಿಕೆಯನ್ನು ಮಾಡಿದ್ದಾರೆ.: [427, 852, 694, 1083]
- tobacco-body-b: ರೈತರಿಗೆ ನೆರವು ನೀಡಬೇಕು ಎಂದು ಹೇಳಿದರು. ತಂಬಾಕು ಬೆಳೆಗಾರರು ತಂಬಾಕು ಬೆಳೆಯಲು ಬೇಕಾದ ಸೌಲಭ್ಯಗಳನ್ನು ಪೂರೈಸಲು ಕೇಂದ್ರ ಸರ್ಕಾರ ಬದ್ಧವಾಗಿದೆ. ಕೃಷಿ ಸಚಿವ ಚೆಲುವರಾಯಸ್ವಾಮಿ, ಮಂಡಳಿ ಅಧ್ಯಕ್ಷ ಹಾಗೂ ಹಿರಿಯ ಅಧಿಕಾರಿಗಳು ಉಪಸ್ಥಿತರಿದ್ದರು.: [754, 2032, 880, 2210]
- continued-p1: ಹೋಗಿದ್ದು ಒಳ್ಳೆಯದೇ ಆಯಿತು. ನಾವು ನ್ಯಾಯಾಲಯದಲ್ಲಿ ಉತ್ತರಿಸುತ್ತೇವೆ. ನಾವು ಯಾವ್ಯಾವ ಸಂಗತಿಗಳನ್ನು ಎಲ್ಲೆಲ್ಲಿಗೆ ದಾಖಲೆ ಕೊಡಬೇಕೋ ಅದನ್ನೂ ಕೊಡುತ್ತೇವೆ. ಎಲ್ಲದಕ್ಕೂ ಎದುರಿಸುವ ಶಕ್ತಿ ನನಗಿದೆ. ಸ್ಮಾರ್ಟ್ ಮೀಟರ್ ವಿಚಾರದಲ್ಲಿ ಯಾವ ರೀತಿ ಬೇಕಾದರೂ ತನಿಖೆ ನಡೆಸಲಿ. ಎಲ್ಲರಿಗೂ ವಿವರಣೆ ಕೊಡುತ್ತೇನೆ ಎಂದು ಹೇಳಿದರು. ಡಿ.ಕೆ.ಶಿವಕುಮಾರ್ ಅವರು ಪ್ರಕರಣದಲ್ಲೂ ನನ್ನ ಮೇಲೆ ಆರೋಪ ಮಾಡಿದ್ದರು. ಅವರ ಹಗರಣವನ್ನು ನನ್ನ ಹಾಸ್ಯಕ್ಕೆ ಇಲ್ಲ ಎಂದರು.: [27, 643, 405, 726]
- logo-name: ವರ್ತಮಾನ: [27, 335, 169, 371]
- road-photo: [432, 202, 793, 437]
- red-box-title: ಬಿಜೆಪಿಗೆ ಬೇಕಿರೋದು ಕೋಮುವಾದ: [723, 1044, 853, 1092]
- clip-masthead: ವರ್ತಮಾನ: [808, 215, 931, 255]
- continued-h2: ಹೃದಯಾಘಾತ: ಯುವಕ ಸಾವು: [123, 848, 308, 870]
- red-box-text: ಈ ರಾಜ್ಯದಲ್ಲಿ ಬಿಜೆಪಿ ಅವರಿಗೆ ಬೇಕಾಗಿ ರೋದು ಕೋಮು ವಾದ. ಹಿಂದು ಮುಸ್ಲಿಂ ಎಂಬ ಗಲಭೆ ಸೃಷ್ಟಿಸುವುದೇ ಅವರ ಉದ್ದೇಶ. ಜನಪರ ಕಾಳಜಿ ಇದ್ದರೆ ಕೇಂದ್ರದಿಂದ ರಾಜ್ಯಕ್ಕೆ ಅನುದಾನ ತರಲಿ. ಮಹದಾಯಿ, ತುಂಗಭದ್ರ ಯೋಜನೆಗಳಿಗೆ ಇಲ್ಲಿಯವರೆಗೂ ಸಮರ್ಪಕ ನಿರ್ಧಾರ ಕೈಗೊಂಡಿಲ್ಲ ಎಂದು ಹರಿಹಾಯ್ದರು.: [880, 1037, 1115, 1137]
- cleanliness-photo: [19, 1968, 505, 2227]
- nata-box-title: ನಟ ಕಮಲ್ ಕ್ಷಮೆ ಕೇಳಲೇಬೇಕು: [1182, 1102, 1311, 1158]
- kamal-body: ಚಾಮರಾಜನಗರ: ಥಗ್ ಲೈಫ್ ಚಿತ್ರದ ಧ್ವನಿಸುರುಳಿ ಬಿಡುಗಡೆ ಸಮಾರಂಭದಲ್ಲಿ ವಿವಾದಾತ್ಮಕ ಹೇಳಿಕೆ ನೀಡಿದ ತಮಿಳು ನಟ ಕಮಲ್ ಹಾಸನ್ ವಿರುದ್ಧ ಕ್ರಮ ಕೈಗೊಳ್ಳುವಂತೆ ಒತ್ತಾಯಿಸಿ ಕರ್ನಾಟಕ ರಕ್ಷಣಾ ವೇದಿಕೆ ಪ್ರವೀಣ್ ಶೆಟ್ಟಿ ಬಣದ ಜಿಲ್ಲಾ ಘಟಕದ ವತಿಯಿಂದ ಹೆಚ್ಚುವರಿ ಜಿಲ್ಲಾ ಪೊಲೀಸ್ ವರಿಷ್ಠಾಧಿಕಾರಿ ಎಂ.ಎಸ್.ಶಶಿಧರ ಅವರಿಗೆ ದೂರು ಸಲ್ಲಿಸಲಾಯಿತು. ನಗರದ ಜಿಲ್ಲಾ ಪೊಲೀಸ್ ವರಿಷ್ಠಾಧಿಕಾರಿಗಳ ಕಚೇರಿಯಲ್ಲಿ ವೇದಿಕೆ ಜಿಲ್ಲಾಧ್ಯಕ್ಷ ಆರ್.ಗೋಪಾಲ್ ಅವರ ನೇತೃತ್ವದಲ್ಲಿ ದೂರು ಸಲ್ಲಿಸಲಾಯಿತು. ಥಗ್ ಲೈಫ್ ಚಲನಚಿತ್ರದ ಧ್ವನಿ ಬಿಡುಗಡೆ ಸಮಾರಂಭದಲ್ಲಿ ಕನ್ನಡ ಹುಟ್ಟಿದ್ದು ತಮಿಳಿನಿಂದ ಎಂಬ ವಿವಾದಾತ್ಮಕ ಹೇಳಿಕೆ ನೀಡಿ ಕನ್ನಡಿಗರ ಭಾವನೆಗೆ ಧಕ್ಕೆ ಉಂಟು ಮಾಡಿದ್ದಾರೆ. ತಕ್ಷಣ ಕಮಲ್ ಹಾಸನ್ ಕನ್ನಡಿಗರ ಕ್ಷಮೆ ಯಾಚಿಸಬೇಕು ಎಂದು ಆಗ್ರಹಿಸಿದರು. ಕನ್ನಡ ವಿರೋಧಿ ಹೇಳಿಕೆಗಳನ್ನು ನೀಡುವವರ ವಿರುದ್ಧ ಕಾನೂನು ರೀತಿಯಲ್ಲಿ ಮೊಕದ್ದಮೆ ದಾಖಲಿಸಿ ಕಾನೂನು ಕ್ರಮ ಕೈಗೊಳ್ಳಬೇಕು. ಕರ್ನಾಟಕ ರಕ್ಷಣಾ ವೇದಿಕೆ ಜಿಲ್ಲಾ ಗೌರವಾಧ್ಯಕ್ಷ ಕೃಷ್ಣಪ್ಪ, ಜಿಲ್ಲಾ ಪ್ರಧಾನ ಕಾರ್ಯದರ್ಶಿ ರಿಯಾಜ್ ಪಾಷ, ಜಿಲ್ಲಾ ಉಪಾಧ್ಯಕ್ಷ ಮಹೇಶ್, ತಾಲೂಕು ಅಧ್ಯಕ್ಷ ಚಂದ್ರು, ಜಿಲ್ಲಾ ಸಮಿತಿ ಸದಸ್ಯರಾದ ಎಸ್.ಮಹದೇವಸ್ವಾಮಿ, ಮಲ್ಲೇಶ್, ಗುಂಡ್ಲುಪೇಟೆ ತಾಲೂಕು ಅಧ್ಯಕ್ಷ ಆರ್.ಮಂಜು ಇತರರು ಹಾಜರಿದ್ದರು.: [975, 1462, 1247, 1752]
- main-headline-banner: [16, 75, 1512, 183]
- byline-arrow-icon: ▶: [31, 203, 47, 220]
